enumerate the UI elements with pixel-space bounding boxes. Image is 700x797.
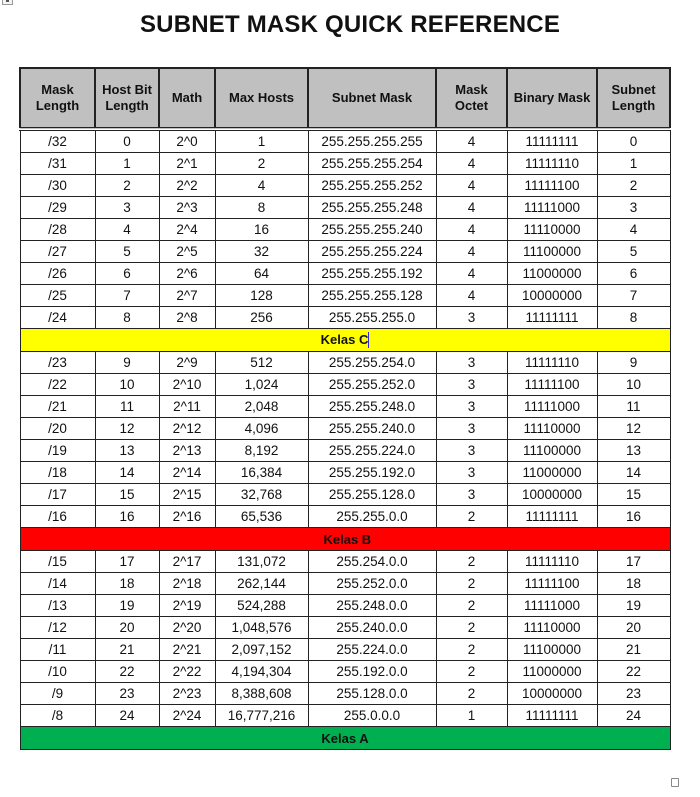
cell-subnet-mask[interactable]: 255.255.255.248: [308, 197, 436, 219]
cell-max-hosts[interactable]: 131,072: [215, 551, 308, 573]
header-subnet-mask: Subnet Mask: [308, 68, 436, 129]
table-row: [20, 639, 670, 661]
cell-mask-octet[interactable]: 2: [436, 639, 507, 661]
cell-mask-octet[interactable]: 2: [436, 683, 507, 705]
cell-host-bit-length[interactable]: 15: [95, 484, 159, 506]
cell-math[interactable]: 2^14: [159, 462, 215, 484]
cell-subnet-length[interactable]: 23: [597, 683, 670, 705]
cell-math[interactable]: 2^24: [159, 705, 215, 727]
cell-host-bit-length[interactable]: 24: [95, 705, 159, 727]
cell-host-bit-length[interactable]: 17: [95, 551, 159, 573]
table-row: [20, 573, 670, 595]
cell-subnet-length[interactable]: 15: [597, 484, 670, 506]
cell-host-bit-length[interactable]: 10: [95, 374, 159, 396]
cell-binary-mask[interactable]: 11111000: [507, 595, 597, 617]
cell-host-bit-length[interactable]: 9: [95, 352, 159, 374]
cell-binary-mask[interactable]: 11111100: [507, 374, 597, 396]
cell-subnet-mask[interactable]: 255.255.255.240: [308, 219, 436, 241]
table-row: [20, 617, 670, 639]
cell-subnet-mask[interactable]: 255.192.0.0: [308, 661, 436, 683]
cell-subnet-length[interactable]: 16: [597, 506, 670, 528]
cell-subnet-mask[interactable]: 255.255.252.0: [308, 374, 436, 396]
cell-max-hosts[interactable]: 2: [215, 153, 308, 175]
cell-subnet-length[interactable]: 1: [597, 153, 670, 175]
cell-max-hosts[interactable]: 4,096: [215, 418, 308, 440]
cell-math[interactable]: 2^12: [159, 418, 215, 440]
cell-host-bit-length[interactable]: 5: [95, 241, 159, 263]
cell-binary-mask[interactable]: 10000000: [507, 683, 597, 705]
cell-mask-length[interactable]: /17: [20, 484, 95, 506]
cell-subnet-length[interactable]: 20: [597, 617, 670, 639]
cell-subnet-length[interactable]: 8: [597, 307, 670, 329]
cell-mask-octet[interactable]: 2: [436, 506, 507, 528]
cell-max-hosts[interactable]: 2,097,152: [215, 639, 308, 661]
cell-mask-length[interactable]: /30: [20, 175, 95, 197]
table-row: [20, 506, 670, 528]
cell-binary-mask[interactable]: 11111111: [507, 705, 597, 727]
cell-binary-mask[interactable]: 11000000: [507, 661, 597, 683]
cell-math[interactable]: 2^1: [159, 153, 215, 175]
cell-mask-octet[interactable]: 4: [436, 285, 507, 307]
table-row: [20, 396, 670, 418]
cell-host-bit-length[interactable]: 6: [95, 263, 159, 285]
cell-mask-length[interactable]: /10: [20, 661, 95, 683]
cell-subnet-length[interactable]: 6: [597, 263, 670, 285]
cell-max-hosts[interactable]: 524,288: [215, 595, 308, 617]
cell-binary-mask[interactable]: 11111110: [507, 153, 597, 175]
cell-subnet-length[interactable]: 7: [597, 285, 670, 307]
cell-mask-length[interactable]: /29: [20, 197, 95, 219]
table-row: [20, 705, 670, 727]
cell-subnet-mask[interactable]: 255.255.254.0: [308, 352, 436, 374]
cell-binary-mask[interactable]: 11110000: [507, 617, 597, 639]
cell-mask-length[interactable]: /12: [20, 617, 95, 639]
header-host-bit-length: Host Bit Length: [95, 68, 159, 129]
cell-host-bit-length[interactable]: 7: [95, 285, 159, 307]
table-row: [20, 352, 670, 374]
cell-mask-length[interactable]: /23: [20, 352, 95, 374]
cell-max-hosts[interactable]: 512: [215, 352, 308, 374]
cell-binary-mask[interactable]: 11100000: [507, 241, 597, 263]
cell-subnet-length[interactable]: 4: [597, 219, 670, 241]
cell-mask-octet[interactable]: 4: [436, 129, 507, 153]
cell-math[interactable]: 2^13: [159, 440, 215, 462]
cell-subnet-mask[interactable]: 255.255.255.252: [308, 175, 436, 197]
cell-subnet-mask[interactable]: 255.255.255.128: [308, 285, 436, 307]
cell-mask-octet[interactable]: 2: [436, 595, 507, 617]
table-row: [20, 374, 670, 396]
cell-max-hosts[interactable]: 65,536: [215, 506, 308, 528]
cell-math[interactable]: 2^16: [159, 506, 215, 528]
cell-math[interactable]: 2^17: [159, 551, 215, 573]
subnet-reference-table: [19, 67, 671, 750]
cell-subnet-mask[interactable]: 255.252.0.0: [308, 573, 436, 595]
cell-host-bit-length[interactable]: 8: [95, 307, 159, 329]
cell-mask-octet[interactable]: 2: [436, 551, 507, 573]
cell-mask-octet[interactable]: 1: [436, 705, 507, 727]
cell-mask-octet[interactable]: 4: [436, 175, 507, 197]
table-row: [20, 285, 670, 307]
cell-math[interactable]: 2^4: [159, 219, 215, 241]
table-row: [20, 129, 670, 153]
cell-subnet-length[interactable]: 11: [597, 396, 670, 418]
table-row: [20, 484, 670, 506]
cell-subnet-length[interactable]: 10: [597, 374, 670, 396]
cell-max-hosts[interactable]: 128: [215, 285, 308, 307]
cell-mask-length[interactable]: /9: [20, 683, 95, 705]
cell-subnet-length[interactable]: 0: [597, 129, 670, 153]
cell-host-bit-length[interactable]: 2: [95, 175, 159, 197]
cell-host-bit-length[interactable]: 12: [95, 418, 159, 440]
cell-math[interactable]: 2^6: [159, 263, 215, 285]
class-band-row: [20, 727, 670, 750]
table-row: [20, 307, 670, 329]
table-move-handle[interactable]: [2, 0, 13, 5]
cell-host-bit-length[interactable]: 11: [95, 396, 159, 418]
cell-binary-mask[interactable]: 11111000: [507, 396, 597, 418]
cell-math[interactable]: 2^23: [159, 683, 215, 705]
cell-math[interactable]: 2^3: [159, 197, 215, 219]
cell-math[interactable]: 2^15: [159, 484, 215, 506]
table-row: [20, 418, 670, 440]
cell-mask-octet[interactable]: 4: [436, 263, 507, 285]
cell-subnet-length[interactable]: 12: [597, 418, 670, 440]
table-row: [20, 263, 670, 285]
header-subnet-length: Subnet Length: [597, 68, 670, 129]
cell-mask-length[interactable]: /28: [20, 219, 95, 241]
table-row: [20, 661, 670, 683]
cell-host-bit-length[interactable]: 0: [95, 129, 159, 153]
cell-host-bit-length[interactable]: 23: [95, 683, 159, 705]
table-row: [20, 197, 670, 219]
cell-mask-length[interactable]: /14: [20, 573, 95, 595]
cell-binary-mask[interactable]: 11000000: [507, 263, 597, 285]
table-row: [20, 153, 670, 175]
cell-mask-octet[interactable]: 3: [436, 462, 507, 484]
cell-math[interactable]: 2^7: [159, 285, 215, 307]
cell-subnet-mask[interactable]: 255.254.0.0: [308, 551, 436, 573]
header-mask-octet: Mask Octet: [436, 68, 507, 129]
cell-subnet-mask[interactable]: 255.248.0.0: [308, 595, 436, 617]
cell-subnet-mask[interactable]: 255.255.255.224: [308, 241, 436, 263]
cell-subnet-mask[interactable]: 255.255.255.255: [308, 129, 436, 153]
cell-host-bit-length[interactable]: 1: [95, 153, 159, 175]
cell-subnet-mask[interactable]: 255.255.255.0: [308, 307, 436, 329]
cell-binary-mask[interactable]: 11000000: [507, 462, 597, 484]
cell-mask-length[interactable]: /11: [20, 639, 95, 661]
cell-mask-length[interactable]: /20: [20, 418, 95, 440]
cell-mask-octet[interactable]: 4: [436, 197, 507, 219]
cell-host-bit-length[interactable]: 18: [95, 573, 159, 595]
class-band-label: Kelas B: [323, 531, 372, 547]
cell-mask-length[interactable]: /8: [20, 705, 95, 727]
cell-subnet-length[interactable]: 24: [597, 705, 670, 727]
header-row: [20, 68, 670, 129]
cell-max-hosts[interactable]: 4,194,304: [215, 661, 308, 683]
cell-binary-mask[interactable]: 10000000: [507, 285, 597, 307]
table-row: [20, 551, 670, 573]
cell-max-hosts[interactable]: 8: [215, 197, 308, 219]
cell-max-hosts[interactable]: 2,048: [215, 396, 308, 418]
cell-subnet-mask[interactable]: 255.128.0.0: [308, 683, 436, 705]
cell-host-bit-length[interactable]: 16: [95, 506, 159, 528]
cell-math[interactable]: 2^20: [159, 617, 215, 639]
cell-mask-length[interactable]: /24: [20, 307, 95, 329]
cell-mask-octet[interactable]: 4: [436, 241, 507, 263]
cell-max-hosts[interactable]: 8,388,608: [215, 683, 308, 705]
cell-subnet-length[interactable]: 14: [597, 462, 670, 484]
cell-host-bit-length[interactable]: 22: [95, 661, 159, 683]
cell-binary-mask[interactable]: 11111111: [507, 129, 597, 153]
cell-math[interactable]: 2^18: [159, 573, 215, 595]
cell-max-hosts[interactable]: 1,024: [215, 374, 308, 396]
table-resize-handle[interactable]: [671, 778, 679, 787]
cell-subnet-length[interactable]: 19: [597, 595, 670, 617]
cell-binary-mask[interactable]: 11100000: [507, 440, 597, 462]
cell-subnet-mask[interactable]: 255.255.255.192: [308, 263, 436, 285]
cell-mask-octet[interactable]: 3: [436, 307, 507, 329]
class-band-row: [20, 329, 670, 352]
cell-binary-mask[interactable]: 11111100: [507, 175, 597, 197]
class-band-kelas-b[interactable]: [20, 528, 670, 551]
cell-host-bit-length[interactable]: 21: [95, 639, 159, 661]
cell-subnet-length[interactable]: 22: [597, 661, 670, 683]
class-band-kelas-a[interactable]: [20, 727, 670, 750]
cell-subnet-mask[interactable]: 255.255.240.0: [308, 418, 436, 440]
cell-mask-length[interactable]: /22: [20, 374, 95, 396]
cell-math[interactable]: 2^5: [159, 241, 215, 263]
class-band-label: Kelas A: [321, 730, 369, 746]
cell-host-bit-length[interactable]: 19: [95, 595, 159, 617]
cell-mask-octet[interactable]: 3: [436, 396, 507, 418]
table-row: [20, 219, 670, 241]
cell-subnet-mask[interactable]: 255.255.248.0: [308, 396, 436, 418]
cell-max-hosts[interactable]: 256: [215, 307, 308, 329]
cell-mask-octet[interactable]: 3: [436, 418, 507, 440]
cell-host-bit-length[interactable]: 14: [95, 462, 159, 484]
cell-binary-mask[interactable]: 11111111: [507, 307, 597, 329]
cell-subnet-mask[interactable]: 255.255.0.0: [308, 506, 436, 528]
cell-mask-length[interactable]: /18: [20, 462, 95, 484]
cell-mask-length[interactable]: /26: [20, 263, 95, 285]
cell-subnet-mask[interactable]: 255.224.0.0: [308, 639, 436, 661]
cell-subnet-length[interactable]: 3: [597, 197, 670, 219]
cell-subnet-length[interactable]: 9: [597, 352, 670, 374]
cell-mask-length[interactable]: /27: [20, 241, 95, 263]
cell-subnet-length[interactable]: 5: [597, 241, 670, 263]
cell-subnet-mask[interactable]: 255.255.255.254: [308, 153, 436, 175]
cell-subnet-mask[interactable]: 255.255.128.0: [308, 484, 436, 506]
cell-math[interactable]: 2^10: [159, 374, 215, 396]
cell-binary-mask[interactable]: 11111110: [507, 551, 597, 573]
cell-max-hosts[interactable]: 8,192: [215, 440, 308, 462]
cell-binary-mask[interactable]: 11111111: [507, 506, 597, 528]
cell-subnet-mask[interactable]: 255.255.192.0: [308, 462, 436, 484]
cell-mask-octet[interactable]: 4: [436, 153, 507, 175]
header-max-hosts: Max Hosts: [215, 68, 308, 129]
table-row: [20, 595, 670, 617]
cell-math[interactable]: 2^22: [159, 661, 215, 683]
cell-binary-mask[interactable]: 11110000: [507, 219, 597, 241]
cell-binary-mask[interactable]: 10000000: [507, 484, 597, 506]
cell-subnet-length[interactable]: 18: [597, 573, 670, 595]
cell-subnet-mask[interactable]: 255.255.224.0: [308, 440, 436, 462]
cell-mask-octet[interactable]: 2: [436, 617, 507, 639]
table-body: [20, 129, 670, 750]
cell-mask-length[interactable]: /13: [20, 595, 95, 617]
cell-binary-mask[interactable]: 11111100: [507, 573, 597, 595]
cell-subnet-length[interactable]: 17: [597, 551, 670, 573]
cell-math[interactable]: 2^11: [159, 396, 215, 418]
header-binary-mask: Binary Mask: [507, 68, 597, 129]
cell-host-bit-length[interactable]: 4: [95, 219, 159, 241]
cell-max-hosts[interactable]: 4: [215, 175, 308, 197]
cell-max-hosts[interactable]: 262,144: [215, 573, 308, 595]
cell-mask-length[interactable]: /31: [20, 153, 95, 175]
cell-mask-octet[interactable]: 3: [436, 484, 507, 506]
cell-math[interactable]: 2^8: [159, 307, 215, 329]
cell-binary-mask[interactable]: 11111000: [507, 197, 597, 219]
cell-max-hosts[interactable]: 32,768: [215, 484, 308, 506]
class-band-row: [20, 528, 670, 551]
cell-mask-octet[interactable]: 3: [436, 440, 507, 462]
cell-mask-octet[interactable]: 3: [436, 374, 507, 396]
cell-max-hosts[interactable]: 32: [215, 241, 308, 263]
cell-math[interactable]: 2^21: [159, 639, 215, 661]
cell-subnet-mask[interactable]: 255.0.0.0: [308, 705, 436, 727]
cell-math[interactable]: 2^2: [159, 175, 215, 197]
cell-subnet-length[interactable]: 2: [597, 175, 670, 197]
cell-mask-length[interactable]: /32: [20, 129, 95, 153]
cell-mask-length[interactable]: /21: [20, 396, 95, 418]
cell-max-hosts[interactable]: 16,777,216: [215, 705, 308, 727]
cell-mask-length[interactable]: /15: [20, 551, 95, 573]
table-row: [20, 683, 670, 705]
table-row: [20, 462, 670, 484]
cell-subnet-length[interactable]: 13: [597, 440, 670, 462]
cell-math[interactable]: 2^19: [159, 595, 215, 617]
table-row: [20, 241, 670, 263]
cell-mask-length[interactable]: /16: [20, 506, 95, 528]
cell-mask-octet[interactable]: 4: [436, 219, 507, 241]
cell-subnet-mask[interactable]: 255.240.0.0: [308, 617, 436, 639]
page-title: SUBNET MASK QUICK REFERENCE: [139, 11, 561, 38]
cell-max-hosts[interactable]: 16: [215, 219, 308, 241]
table-row: [20, 440, 670, 462]
text-cursor: [368, 332, 369, 348]
cell-mask-length[interactable]: /19: [20, 440, 95, 462]
cell-max-hosts[interactable]: 1,048,576: [215, 617, 308, 639]
cell-subnet-length[interactable]: 21: [597, 639, 670, 661]
header-mask-length: Mask Length: [20, 68, 95, 129]
cell-binary-mask[interactable]: 11110000: [507, 418, 597, 440]
class-band-kelas-c[interactable]: [20, 329, 670, 352]
cell-math[interactable]: 2^0: [159, 129, 215, 153]
cell-host-bit-length[interactable]: 3: [95, 197, 159, 219]
cell-mask-length[interactable]: /25: [20, 285, 95, 307]
cell-max-hosts[interactable]: 1: [215, 129, 308, 153]
cell-mask-octet[interactable]: 2: [436, 573, 507, 595]
cell-mask-octet[interactable]: 3: [436, 352, 507, 374]
cell-max-hosts[interactable]: 64: [215, 263, 308, 285]
cell-mask-octet[interactable]: 2: [436, 661, 507, 683]
table-row: [20, 175, 670, 197]
cell-binary-mask[interactable]: 11100000: [507, 639, 597, 661]
cell-host-bit-length[interactable]: 20: [95, 617, 159, 639]
cell-binary-mask[interactable]: 11111110: [507, 352, 597, 374]
cell-max-hosts[interactable]: 16,384: [215, 462, 308, 484]
class-band-label: Kelas C: [320, 331, 369, 347]
cell-math[interactable]: 2^9: [159, 352, 215, 374]
cell-host-bit-length[interactable]: 13: [95, 440, 159, 462]
header-math: Math: [159, 68, 215, 129]
